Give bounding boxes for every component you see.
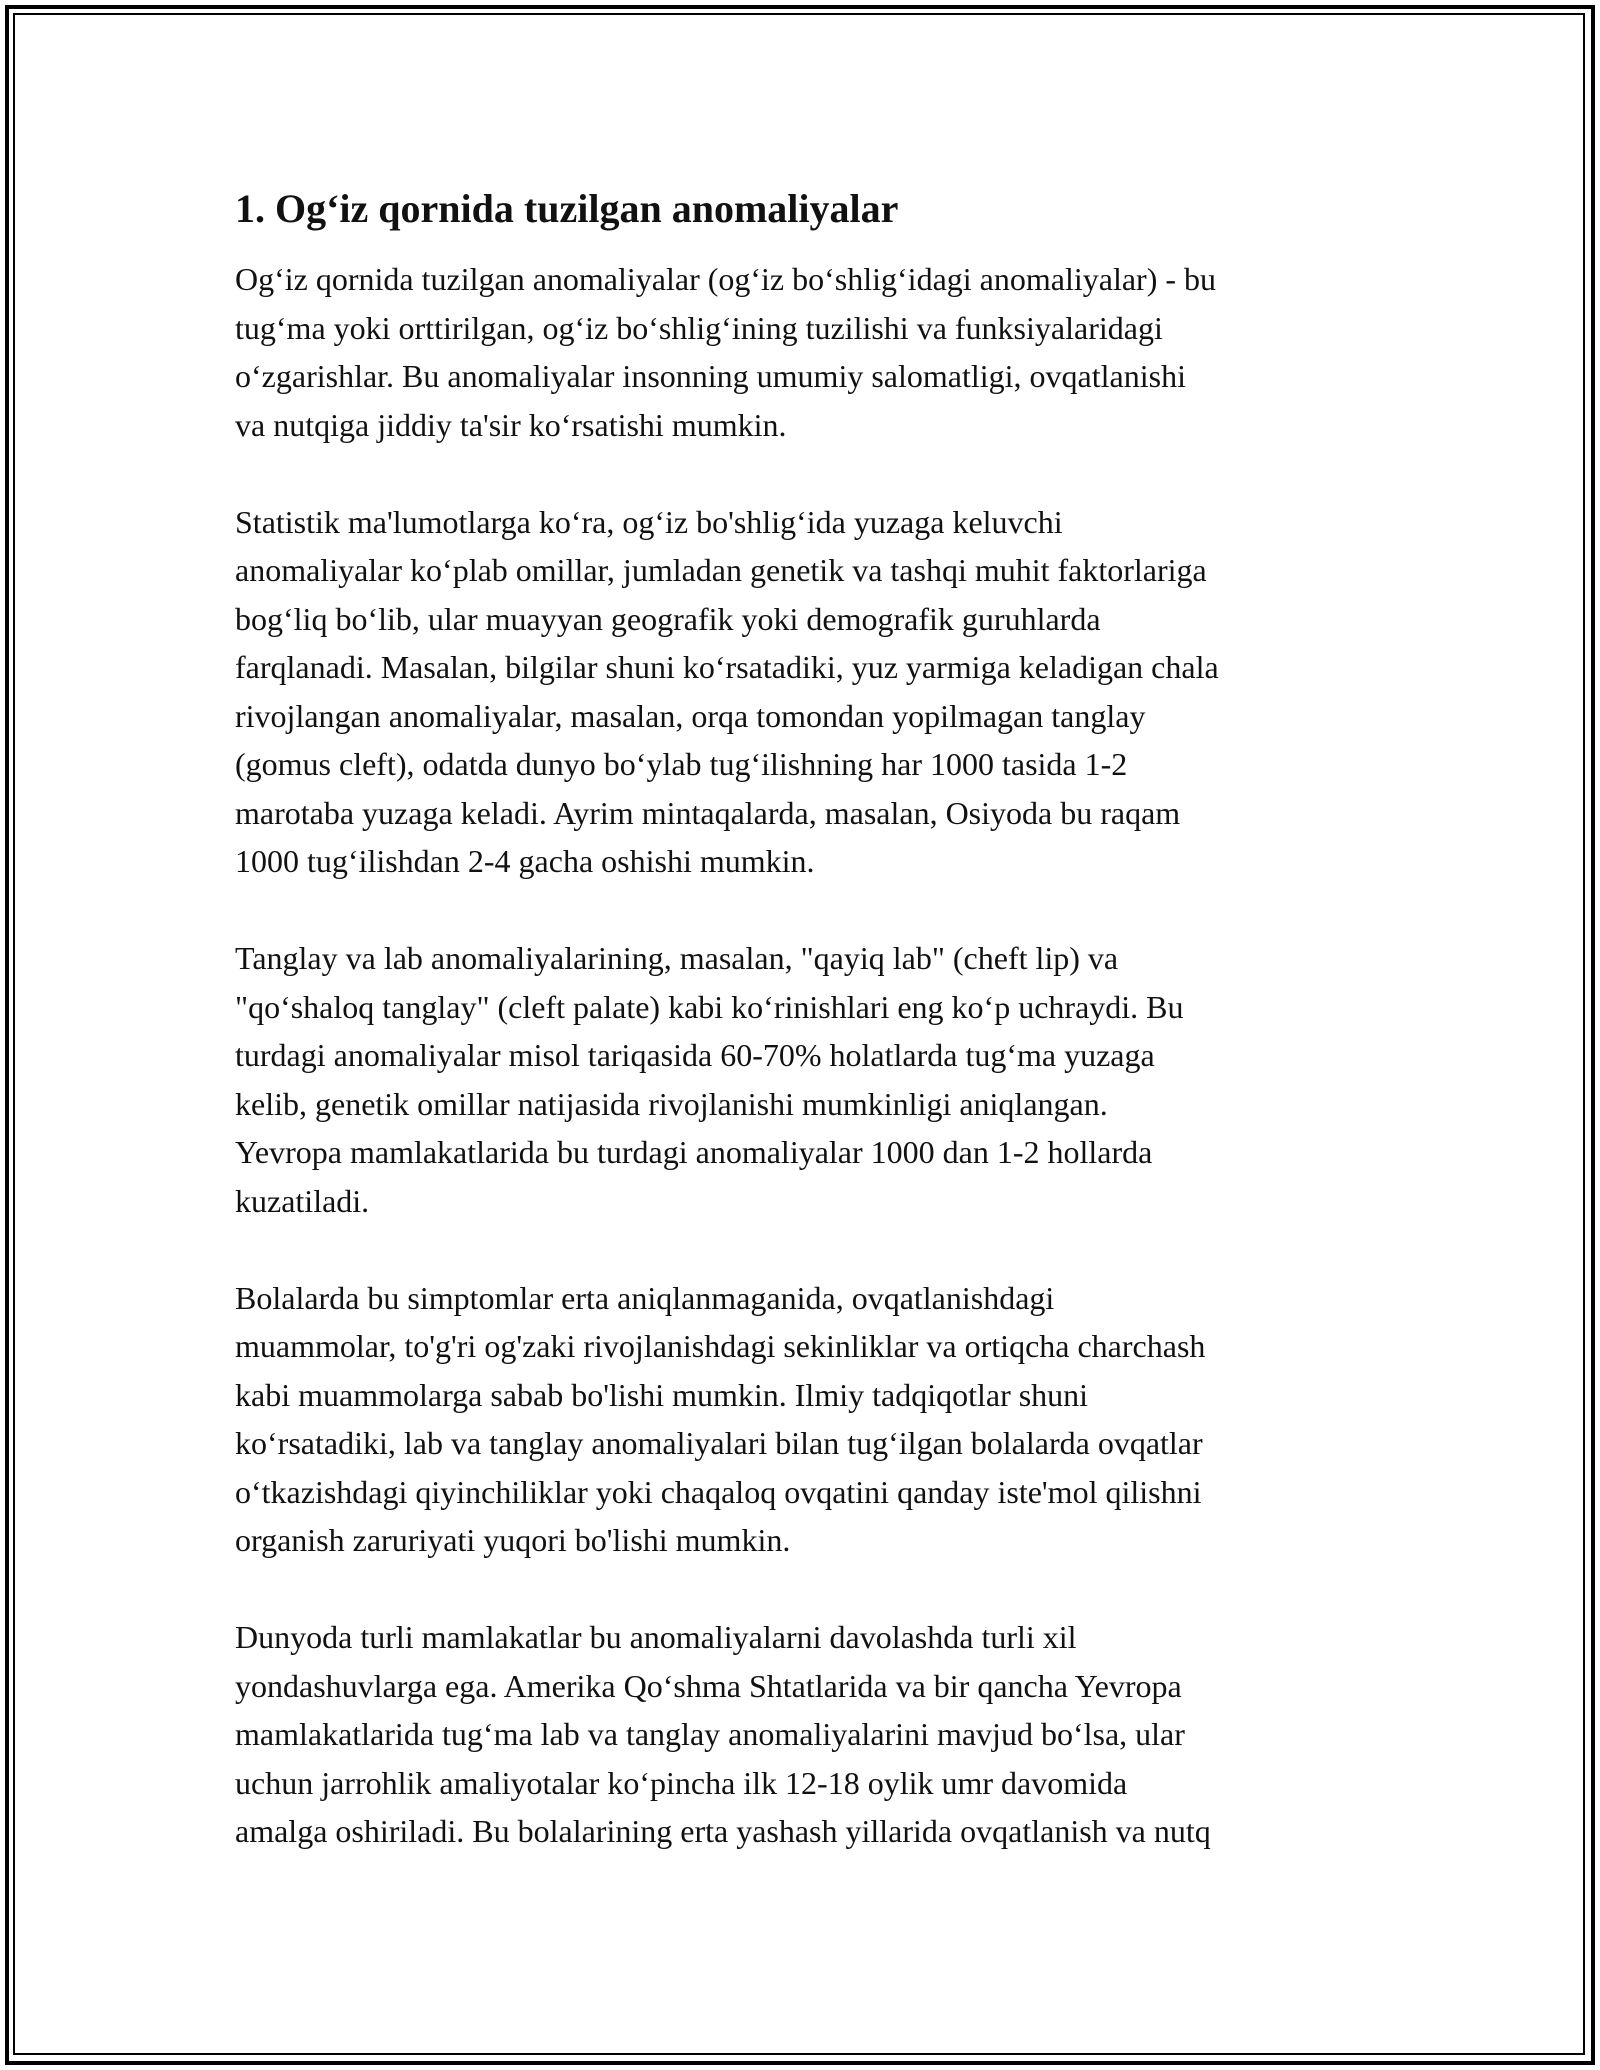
text-line: Tanglay va lab anomaliyalarining, masalan, "qayiq lab" (cheft lip) va xyxy=(235,940,1119,976)
paragraph-1 xyxy=(235,255,1375,449)
text-line: bog‘liq bo‘lib, ular muayyan geografik yoki demografik guruhlarda xyxy=(235,600,1101,637)
text-line: (gomus cleft), odatda dunyo bo‘ylab tug‘ilishning har 1000 tasida 1-2 xyxy=(235,746,1128,782)
text-line: kuzatiladi. xyxy=(235,1182,370,1219)
text-line: farqlanadi. Masalan, bilgilar shuni ko‘rsatadiki, yuz yarmiga keladigan chala xyxy=(235,649,1219,685)
text-line: kelib, genetik omillar natijasida rivojlanishi mumkinligi aniqlangan. xyxy=(235,1085,1108,1122)
text-line: amalga oshiriladi. Bu bolalarining erta yashash yillarida ovqatlanish va nutq xyxy=(235,1813,1211,1849)
text-line: kabi muammolarga sabab bo'lishi mumkin. Ilmiy tadqiqotlar shuni xyxy=(235,1376,1089,1413)
text-line: o‘zgarishlar. Bu anomaliyalar insonning umumiy salomatligi, ovqatlanishi xyxy=(235,358,1186,394)
text-line: Og‘iz qornida tuzilgan anomaliyalar (og‘iz bo‘shlig‘idagi anomaliyalar) - bu xyxy=(235,261,1216,297)
text-line: Yevropa mamlakatlarida bu turdagi anomaliyalar 1000 dan 1-2 hollarda xyxy=(235,1134,1153,1170)
text-line: turdagi anomaliyalar misol tariqasida 60-70% holatlarda tug‘ma yuzaga xyxy=(235,1037,1155,1073)
paragraph-2 xyxy=(235,498,1375,886)
text-line: ko‘rsatadiki, lab va tanglay anomaliyalari bilan tug‘ilgan bolalarda ovqatlar xyxy=(235,1425,1203,1461)
text-line: 1000 tug‘ilishdan 2-4 gacha oshishi mumkin. xyxy=(235,843,815,879)
text-line: "qo‘shaloq tanglay" (cleft palate) kabi ko‘rinishlari eng ko‘p uchraydi. Bu xyxy=(235,988,1184,1025)
paragraph-4 xyxy=(235,1274,1375,1565)
text-line: rivojlangan anomaliyalar, masalan, orqa tomondan yopilmagan tanglay xyxy=(235,697,1146,734)
text-line: mamlakatlarida tug‘ma lab va tanglay anomaliyalarini mavjud bo‘lsa, ular xyxy=(235,1716,1185,1752)
text-line: muammolar, to'g'ri og'zaki rivojlanishdagi sekinliklar va ortiqcha charchash xyxy=(235,1328,1206,1364)
text-line: organish zaruriyati yuqori bo'lishi mumkin. xyxy=(235,1522,791,1558)
text-line: anomaliyalar ko‘plab omillar, jumladan genetik va tashqi muhit faktorlariga xyxy=(235,552,1207,588)
text-line: uchun jarrohlik amaliyotalar ko‘pincha ilk 12-18 oylik umr davomida xyxy=(235,1764,1128,1801)
paragraph-5 xyxy=(235,1613,1375,1856)
text-line: yondashuvlarga ega. Amerika Qo‘shma Shtatlarida va bir qancha Yevropa xyxy=(235,1667,1182,1704)
text-line: marotaba yuzaga keladi. Ayrim mintaqalarda, masalan, Osiyoda bu raqam xyxy=(235,794,1181,831)
text-line: va nutqiga jiddiy ta'sir ko‘rsatishi mumkin. xyxy=(235,406,787,443)
text-line: Dunyoda turli mamlakatlar bu anomaliyalarni davolashda turli xil xyxy=(235,1619,1077,1655)
text-line: tug‘ma yoki orttirilgan, og‘iz bo‘shlig‘ining tuzilishi va funksiyalaridagi xyxy=(235,309,1163,346)
text-line: Statistik ma'lumotlarga ko‘ra, og‘iz bo'shlig‘ida yuzaga keluvchi xyxy=(235,503,1063,540)
section-heading: 1. Og‘iz qornida tuzilgan anomaliyalar xyxy=(235,186,899,231)
text-line: Bolalarda bu simptomlar erta aniqlanmaganida, ovqatlanishdagi xyxy=(235,1279,1055,1316)
paragraph-3 xyxy=(235,934,1375,1225)
text-line: o‘tkazishdagi qiyinchiliklar yoki chaqaloq ovqatini qanday iste'mol qilishni xyxy=(235,1473,1202,1510)
document-body xyxy=(235,185,1375,1904)
